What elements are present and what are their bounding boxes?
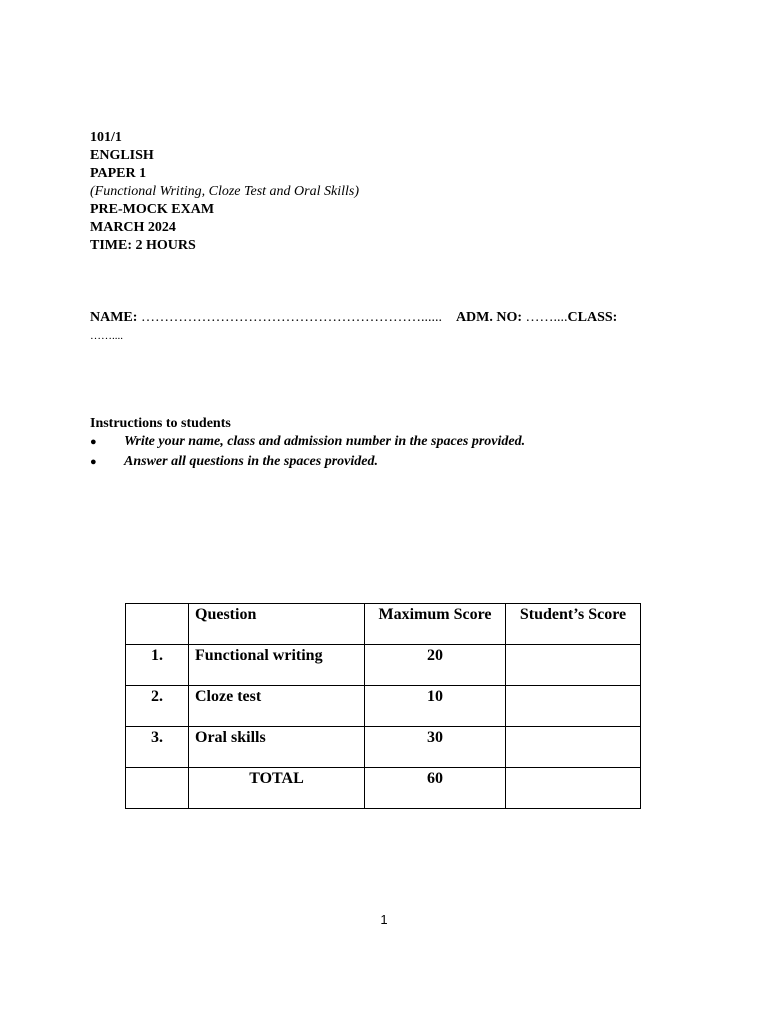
page-number: 1	[380, 912, 388, 927]
paper-number: PAPER 1	[90, 166, 147, 181]
bullet-icon: ●	[90, 436, 97, 448]
question-number: 2.	[126, 686, 189, 727]
header-cell-student-score: Student’s Score	[506, 604, 641, 645]
total-max-score: 60	[365, 768, 506, 809]
question-name: Functional writing	[189, 645, 365, 686]
max-score: 30	[365, 727, 506, 768]
header-cell-number	[126, 604, 189, 645]
total-label: TOTAL	[189, 768, 365, 809]
max-score: 20	[365, 645, 506, 686]
max-score: 10	[365, 686, 506, 727]
instructions-title: Instructions to students	[90, 416, 231, 431]
exam-date: MARCH 2024	[90, 220, 176, 235]
header-cell-max-score: Maximum Score	[365, 604, 506, 645]
table-total-row	[126, 768, 641, 809]
table-header-row	[126, 604, 641, 645]
paper-description: (Functional Writing, Cloze Test and Oral Skills)	[90, 184, 359, 199]
instruction-text: Write your name, class and admission number in the spaces provided.	[124, 434, 526, 449]
header-cell-question: Question	[189, 604, 365, 645]
instruction-text: Answer all questions in the spaces provided.	[124, 454, 378, 469]
exam-time: TIME: 2 HOURS	[90, 238, 196, 253]
instruction-item	[90, 433, 525, 451]
adm-no-label: ADM. NO:	[455, 310, 523, 325]
student-score-cell[interactable]	[506, 727, 641, 768]
table-row	[126, 645, 641, 686]
table-row	[126, 727, 641, 768]
table-row	[126, 686, 641, 727]
student-score-cell[interactable]	[506, 645, 641, 686]
bullet-icon: ●	[90, 456, 97, 468]
class-label: CLASS:	[567, 310, 618, 325]
class-field[interactable]: ……....	[90, 330, 123, 342]
name-field[interactable]: ……………………………………………………......	[137, 310, 442, 325]
total-blank-cell	[126, 768, 189, 809]
subject-title: ENGLISH	[90, 148, 154, 163]
student-score-cell[interactable]	[506, 686, 641, 727]
question-number: 1.	[126, 645, 189, 686]
question-name: Cloze test	[189, 686, 365, 727]
exam-name: PRE-MOCK EXAM	[90, 202, 215, 217]
question-name: Oral skills	[189, 727, 365, 768]
paper-code: 101/1	[90, 130, 122, 145]
total-student-score-cell[interactable]	[506, 768, 641, 809]
name-label: NAME:	[90, 310, 138, 325]
score-table	[125, 603, 641, 809]
student-info-line	[90, 309, 650, 345]
adm-no-field[interactable]: ……....	[522, 310, 568, 325]
instruction-item	[90, 453, 378, 471]
question-number: 3.	[126, 727, 189, 768]
